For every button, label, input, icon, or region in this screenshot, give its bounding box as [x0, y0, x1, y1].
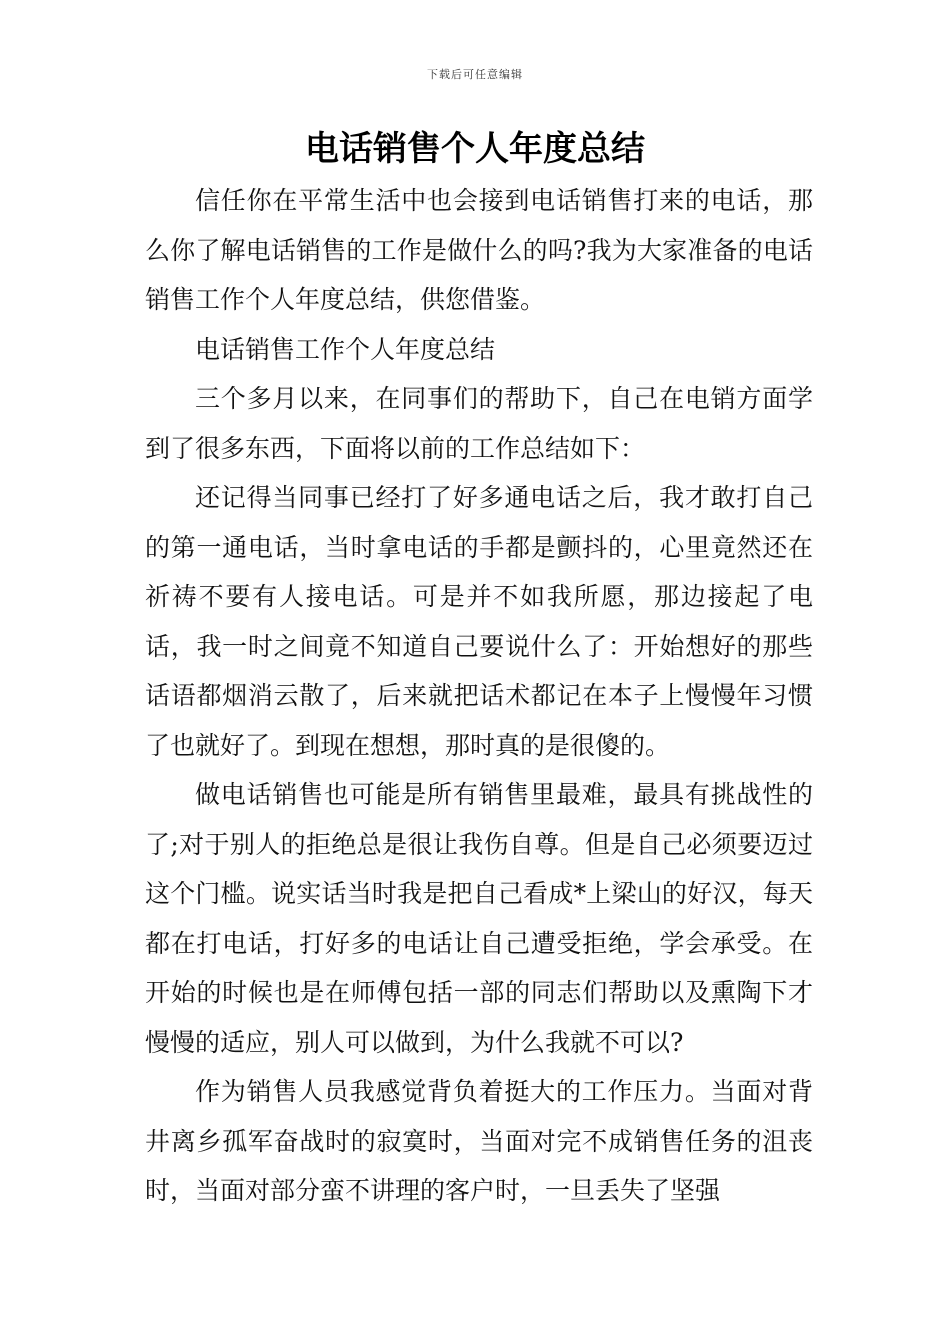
page-header-note: 下载后可任意编辑 — [427, 68, 523, 81]
paragraph-learning: 三个多月以来，在同事们的帮助下，自己在电销方面学到了很多东西，下面将以前的工作总结如下： — [145, 384, 813, 463]
paragraph-pressure: 作为销售人员我感觉背负着挺大的工作压力。当面对背井离乡孤军奋战时的寂寞时，当面对完不成销售任务的沮丧时，当面对部分蛮不讲理的客户时，一旦丢失了坚强 — [145, 1077, 813, 1205]
paragraph-intro: 信任你在平常生活中也会接到电话销售打来的电话，那么你了解电话销售的工作是做什么的吗?我为大家准备的电话销售工作个人年度总结，供您借鉴。 — [145, 186, 813, 314]
document-title: 电话销售个人年度总结 — [305, 129, 645, 169]
paragraph-subtitle: 电话销售工作个人年度总结 — [195, 334, 496, 364]
paragraph-first-call: 还记得当同事已经打了好多通电话之后，我才敢打自己的第一通电话，当时拿电话的手都是颤抖的，心里竟然还在祈祷不要有人接电话。可是并不如我所愿，那边接起了电话，我一时之间竟不知道自己要说什么了：开始想好的那些话语都烟消云散了，后来就把话术都记在本子上慢慢年习惯了也就好了。到现在想想，那时真的是很傻的。 — [145, 483, 813, 760]
document-body — [145, 176, 813, 1216]
paragraph-challenge: 做电话销售也可能是所有销售里最难，最具有挑战性的了;对于别人的拒绝总是很让我伤自尊。但是自己必须要迈过这个门槛。说实话当时我是把自己看成*上梁山的好汉，每天都在打电话，打好多的电话让自己遭受拒绝，学会承受。在开始的时候也是在师傅包括一部的同志们帮助以及熏陶下才慢慢的适应，别人可以做到，为什么我就不可以? — [145, 780, 813, 1057]
